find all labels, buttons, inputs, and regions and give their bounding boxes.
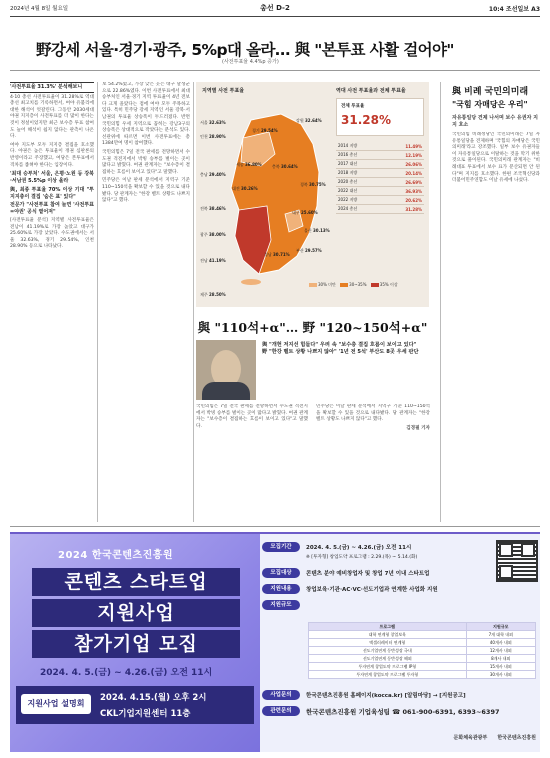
ad-title-line: 콘텐츠 스타트업 [32, 568, 240, 596]
page-number: 10:4 조선일보 A3 [488, 5, 540, 13]
ad-tag: 모집대상 [262, 568, 300, 578]
forecast-paragraph: 국민의힘은 7일 전국 판세를 전망하면서 수도권 격전지에서 박빙 승부를 벌이는 곳이 많다고 밝혔다. 여권 관계자는 "보수층이 결집하는 흐름이 보이고 있다"고 말했다. [196, 404, 308, 429]
region-name: 경북 [300, 182, 308, 187]
ad-row-period [262, 542, 411, 552]
table-cell-value: 26.69% [383, 178, 424, 187]
table-row [336, 151, 424, 160]
ad-date: 2024. 4. 5.(금) ~ 4.26.(금) 오전 11시 [40, 668, 213, 678]
map-title: 지역별 사전 투표율 [202, 88, 245, 94]
person-body [202, 382, 250, 400]
left-paragraph: 여야 지도부 모두 지지층 결집을 호소했다. 야권은 높은 투표율이 정권 심판론의 반영이라고 주장했고, 여당은 본투표에서 격차를 좁혀야 한다는 입장이다. [10, 142, 94, 168]
sidebar-paragraph: 국민의힘 비례정당인 국민의미래는 7일 자유통일당을 견제하며 '국힘의 자매당은 국민의미래'라고 강조했다. 일부 보수 유권자들이 자유통일당으로 이탈하는 것을 막기 위한 것으로 풀이된다. 국민의미래 관계자는 "비례대표 투표에서 보수 표가 분산되면 안 된다"며 지지를 호소했다. 한편 조국혁신당과 더불어민주연합도 이날 유세에 나섰다. [452, 132, 540, 184]
table-cell-value: 20.14% [383, 169, 424, 178]
table-cell: 7개 대학 내외 [466, 631, 535, 639]
table-row [309, 631, 536, 639]
table-cell: 투자연계 창업도약 프로그램 투자형 [309, 671, 467, 679]
table-row [336, 142, 424, 151]
region-name: 부산 [296, 248, 304, 253]
table-title: 역대 사전 투표율과 전체 투표율 [336, 88, 406, 94]
region-value: 28.90% [209, 134, 226, 139]
table-cell: 선도기업연계 동반성장 국내 [309, 647, 467, 655]
legend-swatch [371, 283, 379, 287]
ad-row-scale [262, 600, 306, 610]
ad-value: 창업보육·기관·AC·VC·선도기업과 연계한 사업화 지원 [306, 587, 438, 593]
region-value: 32.63% [209, 120, 226, 125]
region-value: 36.80% [245, 162, 262, 167]
region-name: 경남 [264, 252, 272, 257]
korea-region-map [221, 110, 331, 285]
left-bullet: 與, 최종 투표율 70% 이상 기대 "투지지층이 결집 '숨은 표' 있다" [10, 186, 94, 200]
turnout-infographic [196, 82, 429, 307]
legend-label: 35% 이상 [379, 282, 398, 287]
table-cell: 투자연계 창업도약 프로그램 IP형 [309, 663, 467, 671]
legend-swatch [309, 283, 317, 287]
sidebar-deck: 자유통일당 견제 나서며 보수 유권자 지지 호소 [452, 115, 538, 128]
column-divider [97, 82, 98, 522]
ad-row-inquiry [262, 690, 466, 700]
region-name: 울산 [304, 228, 312, 233]
table-row [336, 187, 424, 196]
ad-row-note [306, 554, 417, 560]
legend-label: 30~35% [349, 282, 367, 287]
table-row [309, 639, 536, 647]
table-row [309, 663, 536, 671]
total-turnout-value: 31.28% [341, 113, 391, 127]
table-cell: 15개사 내외 [466, 663, 535, 671]
ministry-logo: 문화체육관광부 [453, 735, 488, 741]
session-venue: CKL기업지원센터 11층 [100, 709, 191, 719]
region-name: 강원 [296, 118, 304, 123]
region-value: 28.50% [209, 292, 226, 297]
ad-value: 한국콘텐츠진흥원 기업육성팀 ☎ 061-900-6391, 6393~6397 [306, 707, 500, 716]
forecast-article-left [196, 404, 308, 524]
region-value: 32.64% [305, 118, 322, 123]
region-name: 전남 [200, 258, 208, 263]
table-header: 프로그램 [309, 623, 467, 631]
sidebar-body [452, 132, 540, 522]
turnout-history-table [336, 142, 424, 214]
total-turnout-label: 전체 투표율 [341, 104, 365, 109]
turnout-summary-box [336, 98, 424, 136]
ad-tag: 관련문의 [262, 706, 300, 716]
region-name: 충북 [272, 164, 280, 169]
table-cell-value: 26.06% [383, 160, 424, 169]
ad-sponsor-logos [262, 734, 536, 741]
table-cell-value: 11.49% [383, 142, 424, 151]
sidebar-subtitle: "국힘 자매당은 우리" [452, 99, 528, 109]
table-cell: 8개사 내외 [466, 655, 535, 663]
ad-organization: 2024 한국콘텐츠진흥원 [58, 550, 174, 561]
region-name: 제주 [200, 292, 208, 297]
ad-row-contact [262, 706, 500, 716]
table-cell-value: 20.62% [383, 196, 424, 205]
ad-tag: 모집기간 [262, 542, 300, 552]
region-value: 29.57% [305, 248, 322, 253]
forecast-article-right [316, 404, 430, 524]
region-name: 인천 [200, 134, 208, 139]
ad-divider [10, 526, 540, 527]
left-box-heading: '사전투표율 31.3%' 분석해보니 [10, 82, 94, 93]
masthead [10, 0, 540, 17]
table-row [309, 655, 536, 663]
map-region-jeju [241, 279, 261, 285]
legend-label: 30% 미만 [318, 282, 336, 287]
ad-tag: 지원규모 [262, 600, 300, 610]
table-row [336, 169, 424, 178]
table-cell-label: 2022 지방 [336, 196, 383, 205]
table-cell-label: 2018 지방 [336, 169, 383, 178]
table-cell: 30개사 내외 [466, 671, 535, 679]
table-cell: 액셀러레이터 연계형 [309, 639, 467, 647]
region-value: 38.00% [209, 232, 226, 237]
region-value: 30.64% [281, 164, 298, 169]
region-name: 충남 [200, 172, 208, 177]
ad-title-line: 참가기업 모집 [32, 630, 240, 658]
qr-corner [521, 543, 535, 557]
table-cell: 12개사 내외 [466, 647, 535, 655]
left-paragraph: 4·10 총선 사전투표율이 31.28%로 역대 총선 최고치를 기록하면서, 여야 유불리에 대한 해석이 엇갈린다. 그동안 2030세대 야권 지지층이 사전투표를 더 많이 한다는 것이 정설이었지만 최근 보수층 투표 참여도 늘어 해석이 쉽지 않다는 관측이 나온다. [10, 94, 94, 140]
ad-session-box [16, 686, 254, 724]
session-label: 지원사업 설명회 [21, 694, 91, 714]
region-name: 전북 [200, 206, 208, 211]
table-cell-label: 2024 총선 [336, 205, 383, 214]
region-value: 29.40% [209, 172, 226, 177]
session-datetime: 2024. 4.15.(월) 오후 2시 [100, 693, 207, 703]
ad-hero-panel [10, 534, 260, 752]
table-cell-value: 12.19% [383, 151, 424, 160]
ad-title-line: 지원사업 [32, 599, 240, 627]
map-legend [306, 282, 398, 288]
kocca-advertisement [10, 532, 540, 752]
page-headline: 野강세 서울·경기·광주, 5%p대 올라… 與 "본투표 사활 걸어야" [36, 41, 454, 59]
left-bullet: 전문가 "사전투표 참여 늘면 '사전투표=야권' 공식 옅어져" [10, 202, 94, 216]
ad-value: 한국콘텐츠진흥원 홈페이지(kocca.kr) [알림마당] → [지원공고] [306, 693, 466, 699]
program-table [308, 622, 536, 679]
masthead-date: 2024년 4월 8일 월요일 [10, 6, 69, 12]
qr-corner [499, 565, 513, 579]
ad-note: ※ [투자형] 창업도약 프로그램 : 2.29.(목) ~ 5.14.(화) [306, 555, 418, 560]
middle-paragraph: 보 54.2%였고, 가장 낮은 곳은 대구 달성군으로 22.86%였다. 이번 사전투표에서 최대 승부처인 서울·경기 지역 투표율이 4년 전보다 크게 올랐다는 점에 여야 모두 주목하고 있다. 특히 민주당 강세 지역인 서울 강북·서남권의 투표율 상승폭이 두드러졌다. 반면 국민의힘 우세 지역으로 꼽히는 강남3구의 상승폭은 상대적으로 작았다는 분석도 있다. 선관위에 따르면 이번 사전투표에는 총 1384만여 명이 참여했다. [102, 82, 190, 147]
table-cell-label: 2022 대선 [336, 187, 383, 196]
table-cell: 40개사 내외 [466, 639, 535, 647]
region-value: 38.46% [209, 206, 226, 211]
ad-tag: 지원내용 [262, 584, 300, 594]
table-row [336, 196, 424, 205]
region-value: 30.71% [273, 252, 290, 257]
headline-divider [10, 70, 540, 71]
table-cell-value: 36.93% [383, 187, 424, 196]
region-name: 광주 [200, 232, 208, 237]
region-value: 30.13% [313, 228, 330, 233]
ad-row-target [262, 568, 430, 578]
qr-code-icon[interactable] [496, 540, 538, 582]
table-row [336, 160, 424, 169]
forecast-summary: 與 "개헌 저지선 힘들다" 우려 속 "보수층 결집 호름이 보이고 있다" 野 "한강 벨트 상황 나쁘지 않아" '1년 전 5석' 부산도 8곳 우세 판단 [262, 342, 419, 355]
sidebar-article [452, 84, 542, 129]
kocca-logo: 한국콘텐츠진흥원 [497, 735, 536, 741]
byline: 김경필 기자 [406, 425, 430, 431]
left-bullet: '최대 승부처' 서울, 은평·노원 등 강북·서남권 5.5%p 이상 올라 [10, 171, 94, 184]
ad-tag: 사업문의 [262, 690, 300, 700]
table-header: 지원규모 [466, 623, 535, 631]
table-row [336, 205, 424, 214]
region-name: 서울 [200, 120, 208, 125]
seat-forecast-pullquote: 與 "110석+α"… 野 "120~150석+α" [197, 320, 428, 335]
middle-paragraph: 국민의힘은 7일 전국 판세를 전망하면서 수도권 격전지에서 박빙 승부를 벌이는 곳이 많다고 밝혔다. 여권 관계자는 "보수층이 결집하는 흐름이 보이고 있다"고 말했다. [102, 149, 190, 175]
table-header-row [309, 623, 536, 631]
region-value: 30.75% [309, 182, 326, 187]
middle-paragraph: 민주당은 이날 판세 분석에서 지역구 기준 110~150석을 확보할 수 있을 것으로 내다봤다. 당 관계자는 "한강 벨트 상황도 나쁘지 않다"고 했다. [102, 178, 190, 204]
left-article-column [10, 82, 94, 522]
table-cell-label: 2020 총선 [336, 178, 383, 187]
middle-article-column [102, 82, 190, 522]
column-divider [440, 82, 441, 522]
region-value: 25.60% [301, 210, 318, 215]
column-divider [193, 82, 194, 522]
region-name: 대구 [292, 210, 300, 215]
region-value: 30.26% [241, 186, 258, 191]
region-name: 세종 [236, 162, 244, 167]
forecast-paragraph: 민주당은 이날 판세 분석에서 지역구 기준 110~150석을 확보할 수 있을 것으로 내다봤다. 당 관계자는 "한강 벨트 상황도 나쁘지 않다"고 했다. [316, 404, 430, 423]
region-name: 대전 [232, 186, 240, 191]
qr-corner [499, 543, 513, 557]
legend-swatch [340, 283, 348, 287]
ad-value: 콘텐츠 분야 예비창업자 및 창업 7년 이내 스타트업 [306, 571, 430, 577]
table-cell-label: 2017 대선 [336, 160, 383, 169]
table-cell-value: 31.28% [383, 205, 424, 214]
person-photo [196, 340, 256, 400]
ad-value: 2024. 4. 5.(금) ~ 4.26.(금) 오전 11시 [306, 545, 412, 551]
region-value: 29.54% [261, 128, 278, 133]
table-row [336, 178, 424, 187]
region-name: 경기 [252, 128, 260, 133]
table-cell: 대학 연계형 창업보육 [309, 631, 467, 639]
table-row [309, 671, 536, 679]
table-cell-label: 2014 지방 [336, 142, 383, 151]
ad-row-content [262, 584, 438, 594]
left-paragraph: [사전투표율 분석] 지역별 사전투표율은 전남이 41.19%로 가장 높았고 대구가 25.60%로 가장 낮았다. 수도권에서는 서울 32.63%, 경기 29.54%, 인천 28.90% 등으로 나타났다. [10, 217, 94, 250]
table-row [309, 647, 536, 655]
headline-subtitle: (사전투표율 4.4%p 증가) [222, 59, 279, 65]
section-label: 총선 D-2 [260, 4, 290, 12]
sidebar-title: 與 비례 국민의미래 [452, 87, 529, 97]
region-value: 41.19% [209, 258, 226, 263]
table-cell: 선도기업연계 동반성장 해외 [309, 655, 467, 663]
table-cell-label: 2016 총선 [336, 151, 383, 160]
